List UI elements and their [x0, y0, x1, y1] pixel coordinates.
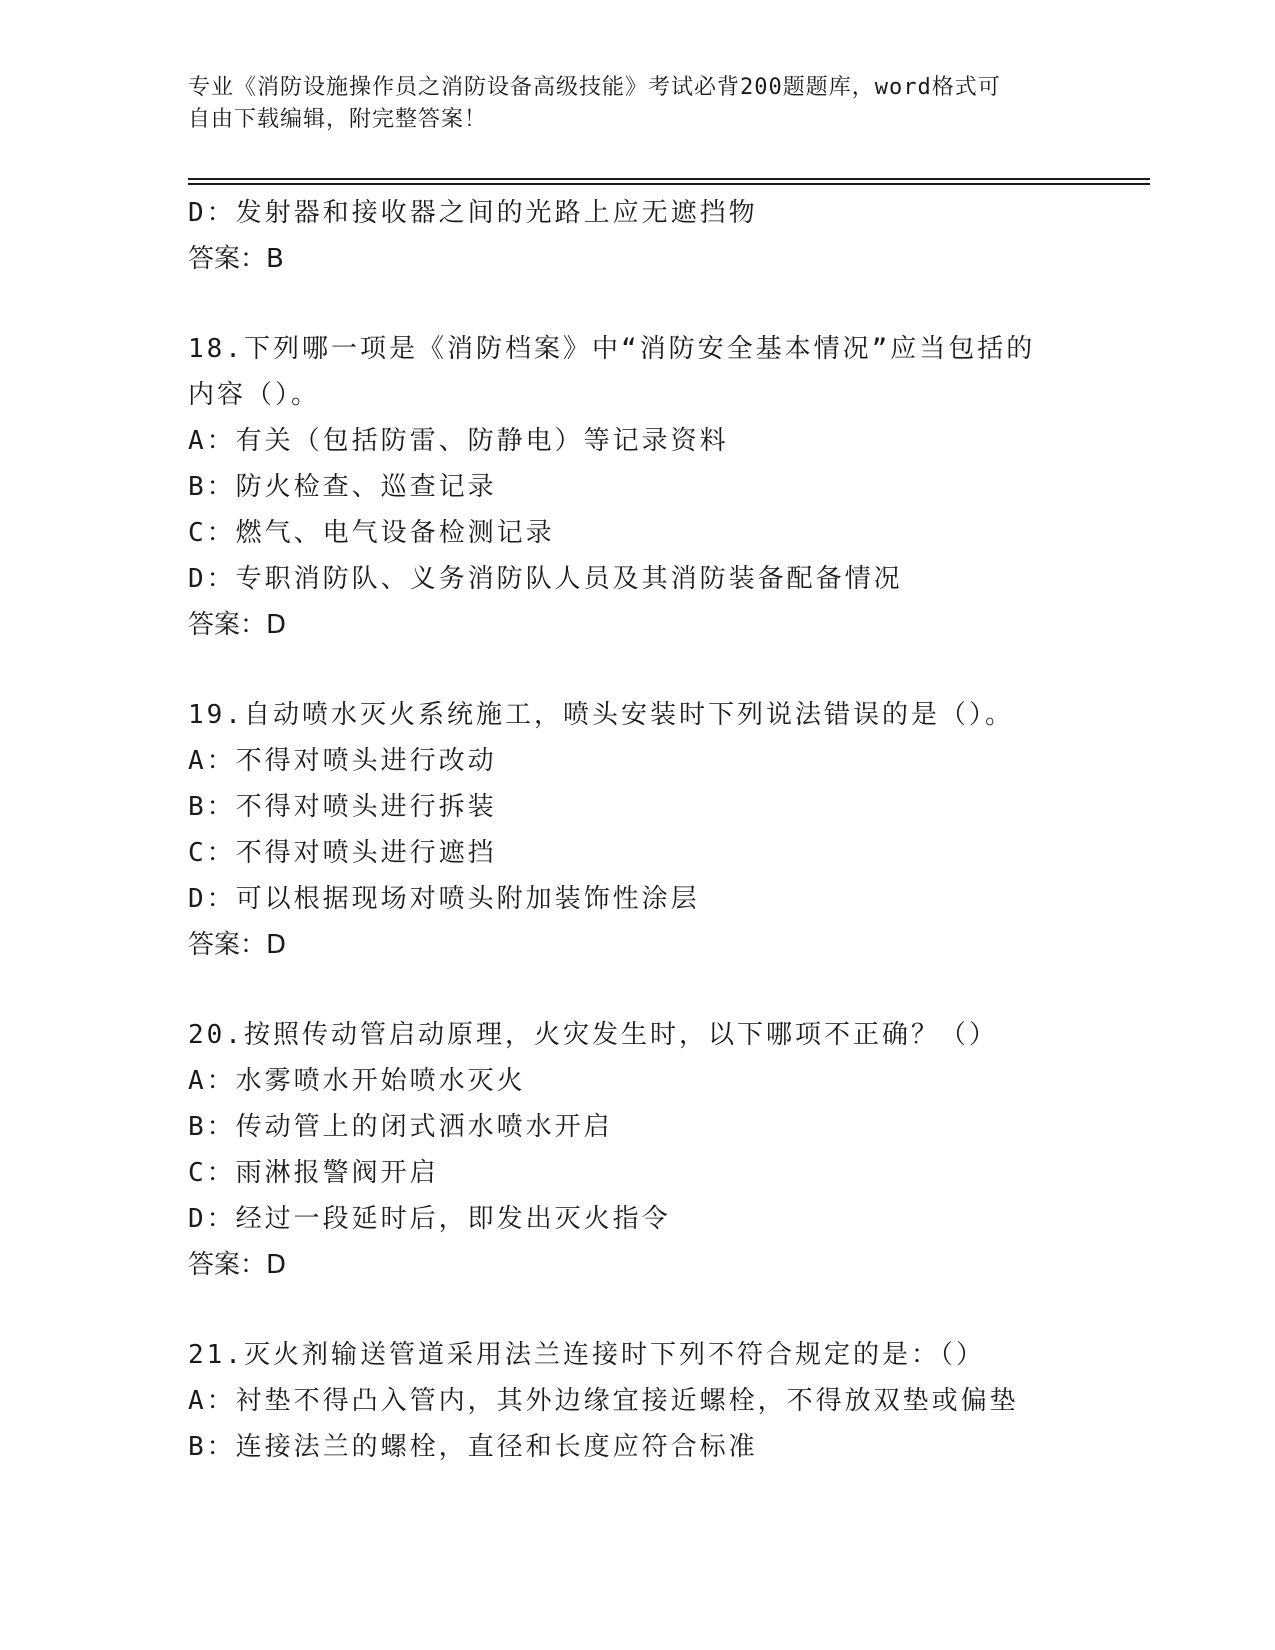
question-title: 18.下列哪一项是《消防档案》中“消防安全基本情况”应当包括的内容（）。 [188, 334, 1036, 410]
question-title: 19.自动喷水灭火系统施工，喷头安装时下列说法错误的是（）。 [188, 700, 1014, 730]
option-c: C：雨淋报警阀开启 [188, 1158, 439, 1188]
option-d: D：专职消防队、义务消防队人员及其消防装备配备情况 [188, 564, 903, 594]
option-a: A：有关（包括防雷、防静电）等记录资料 [188, 426, 729, 456]
option-b: B：不得对喷头进行拆装 [188, 792, 497, 822]
option-d: D：可以根据现场对喷头附加装饰性涂层 [188, 884, 700, 914]
question-title: 21.灭火剂输送管道采用法兰连接时下列不符合规定的是：（） [188, 1340, 985, 1370]
question-20 [188, 1012, 1088, 1288]
answer: 答案：D [188, 930, 287, 960]
option-a: A：不得对喷头进行改动 [188, 746, 497, 776]
previous-question-tail [188, 190, 1088, 282]
option-b: B：防火检查、巡查记录 [188, 472, 497, 502]
answer: 答案：D [188, 1250, 287, 1280]
option-d: D：经过一段延时后，即发出灭火指令 [188, 1204, 671, 1234]
option-c: C：燃气、电气设备检测记录 [188, 518, 555, 548]
answer: 答案：B [188, 244, 284, 274]
document-header [188, 72, 1088, 136]
answer: 答案：D [188, 610, 287, 640]
option-d: D：发射器和接收器之间的光路上应无遮挡物 [188, 198, 758, 228]
option-a: A：衬垫不得凸入管内，其外边缘宜接近螺栓，不得放双垫或偏垫 [188, 1386, 1019, 1416]
question-19 [188, 692, 1088, 968]
question-18 [188, 326, 1088, 648]
document-body [188, 190, 1088, 1470]
option-a: A：水雾喷水开始喷水灭火 [188, 1066, 526, 1096]
option-b: B：连接法兰的螺栓，直径和长度应符合标准 [188, 1432, 758, 1462]
option-c: C：不得对喷头进行遮挡 [188, 838, 497, 868]
question-title: 20.按照传动管启动原理，火灾发生时，以下哪项不正确？（） [188, 1020, 998, 1050]
header-divider-top [188, 178, 1150, 180]
header-divider-bottom [188, 183, 1150, 185]
header-line-1: 专业《消防设施操作员之消防设备高级技能》考试必背200题题库，word格式可 [188, 75, 1001, 100]
question-21 [188, 1332, 1088, 1470]
header-line-2: 自由下载编辑，附完整答案！ [188, 107, 488, 132]
option-b: B：传动管上的闭式洒水喷水开启 [188, 1112, 613, 1142]
